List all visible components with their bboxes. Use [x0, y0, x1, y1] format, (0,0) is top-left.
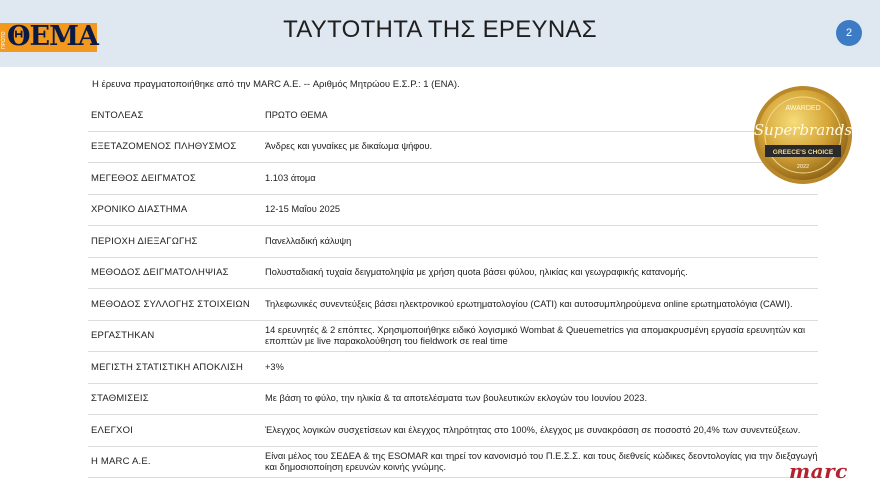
row-label: ΣΤΑΘΜΙΣΕΙΣ: [91, 393, 149, 404]
intro-text: Η έρευνα πραγματοποιήθηκε από την MARC A.E. -- Αριθμός Μητρώου Ε.Σ.Ρ.: 1 (ΕΝΑ).: [92, 79, 460, 90]
badge-brand-text: Superbrands: [753, 121, 853, 139]
table-row: [88, 415, 818, 447]
header-band: [0, 0, 880, 67]
table-row: [88, 132, 818, 164]
logo-text: ΘΕΜΑ: [7, 21, 98, 52]
table-row: [88, 163, 818, 195]
row-value: 14 ερευνητές & 2 επόπτες. Χρησιμοποιήθηκε ειδικό λογισμικό Wombat & Queuemetrics για απομακρυσμένη εργασία ερευνητών και εποπτών με live παρακολούθηση του fieldwork σε real time: [265, 324, 806, 346]
row-label: ΠΕΡΙΟΧΗ ΔΙΕΞΑΓΩΓΗΣ: [91, 235, 198, 247]
table-row: [88, 100, 821, 132]
row-label: ΕΝΤΟΛΕΑΣ: [91, 109, 144, 121]
superbrands-award-badge: [751, 83, 855, 187]
row-label: ΕΞΕΤΑΖΟΜΕΝΟΣ ΠΛΗΘΥΣΜΟΣ: [91, 141, 237, 152]
row-value: Πανελλαδική κάλυψη: [265, 235, 352, 246]
row-value: Έλεγχος λογικών συσχετίσεων και έλεγχος πληρότητας στο 100%, έλεγχος με συνακρόαση σε ποσοστό 20,4% των συνεντεύξεων.: [265, 424, 801, 435]
row-label: ΧΡΟΝΙΚΟ ΔΙΑΣΤΗΜΑ: [91, 204, 188, 215]
row-value: Με βάση το φύλο, την ηλικία & τα αποτελέσματα των βουλευτικών εκλογών του Ιουνίου 2023.: [265, 393, 648, 403]
row-value: +3%: [265, 361, 284, 372]
logo-side-text: ΠΡΩΤΟ: [1, 31, 7, 49]
row-value: 12-15 Μαΐου 2025: [265, 204, 341, 214]
table-row: [88, 321, 818, 353]
row-value: 1.103 άτομα: [265, 172, 316, 183]
table-row: [88, 195, 818, 227]
row-label: ΜΕΘΟΔΟΣ ΔΕΙΓΜΑΤΟΛΗΨΙΑΣ: [91, 267, 229, 278]
row-label: ΜΕΘΟΔΟΣ ΣΥΛΛΟΓΗΣ ΣΤΟΙΧΕΙΩΝ: [91, 298, 250, 310]
badge-ribbon-text: GREECE'S CHOICE: [772, 149, 834, 156]
table-row: [88, 352, 818, 384]
table-row: [88, 384, 818, 416]
page-number-badge: 2: [836, 20, 862, 46]
row-value: Άνδρες και γυναίκες με δικαίωμα ψήφου.: [265, 141, 433, 151]
row-label: ΜΕΓΙΣΤΗ ΣΤΑΤΙΣΤΙΚΗ ΑΠΟΚΛΙΣΗ: [91, 361, 244, 373]
row-value: Είναι μέλος του ΣΕΔΕΑ & της ESOMAR και τηρεί τον κανονισμό του Π.Ε.Σ.Σ. και τους διεθνείς κώδικες δεοντολογίας για την διεξαγωγή και δημοσιοποίηση ερευνών κοινής γνώμης.: [265, 450, 818, 472]
badge-year: 2022: [796, 164, 810, 170]
table-row: [88, 447, 818, 479]
row-label: ΜΕΓΕΘΟΣ ΔΕΙΓΜΑΤΟΣ: [91, 172, 196, 184]
row-value: Πολυσταδιακή τυχαία δειγματοληψία με χρήση quota βάσει φύλου, ηλικίας και γεωγραφικής κατανομής.: [265, 267, 688, 277]
row-value: ΠΡΩΤΟ ΘΕΜΑ: [265, 109, 328, 120]
page-title: ΤΑΥΤΟΤΗΤΑ ΤΗΣ ΕΡΕΥΝΑΣ: [283, 16, 597, 43]
row-label: Η MARC A.E.: [91, 456, 151, 467]
table-row: [88, 258, 818, 290]
survey-details-table: [88, 100, 821, 478]
table-row: [88, 226, 818, 258]
table-row: [88, 289, 818, 321]
badge-top-text: AWARDED: [785, 105, 821, 112]
row-label: ΕΡΓΑΣΤΗΚΑΝ: [91, 330, 155, 341]
marc-logo: marc: [789, 459, 848, 483]
row-value: Τηλεφωνικές συνεντεύξεις βάσει ηλεκτρονικού ερωτηματολογίου (CATI) και αυτοσυμπληρούμενα online ερωτηματολόγια (CAWI).: [265, 298, 793, 309]
row-label: ΕΛΕΓΧΟΙ: [91, 424, 134, 436]
